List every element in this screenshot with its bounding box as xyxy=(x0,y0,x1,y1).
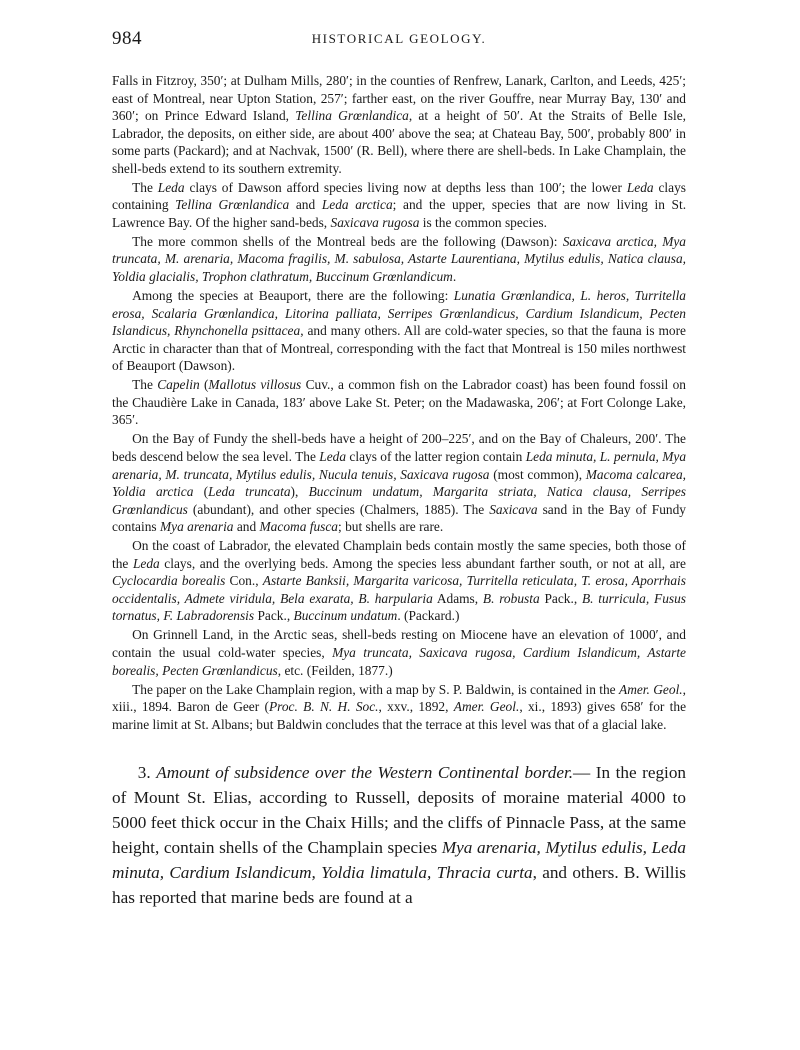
paragraph-1: Falls in Fitzroy, 350′; at Dulham Mills, 280′; in the counties of Renfrew, Lanark, Carlton, and Leeds, 425′; east of Montreal, near Upton Station, 257′; farther east, on the river Gouffre, near Murray Bay, 130′ and 360′; on Prince Edward Island, Tellina Grœnlandica, at a height of 50′. At the Straits of Belle Isle, Labrador, the deposits, on either side, are about 400′ above the sea; at Chateau Bay, 500′, probably 800′ in some parts (Packard); and at Nachvak, 1500′ (R. Bell), where there are shell-beds. In Lake Champlain, the shell-beds extend to its southern extremity. xyxy=(112,73,686,176)
paragraph-3: The more common shells of the Montreal beds are the following (Dawson): Saxicava arctica, Mya truncata, M. arenaria, Macoma fragilis, M. sabulosa, Astarte Laurentiana, Mytilus edulis, Natica clausa, Yoldia glacialis, Trophon clathratum, Buccinum Grœnlandicum. xyxy=(112,233,686,285)
running-head: HISTORICAL GEOLOGY. xyxy=(311,31,487,46)
paragraph-2: The Leda clays of Dawson afford species living now at depths less than 100′; the lower Leda clays containing Tellina Grœnlandica and Leda arctica; and the upper, species that are now living in St. Lawrence Bay. Of the higher sand-beds, Saxicava rugosa is the common species. xyxy=(112,179,687,230)
page-header xyxy=(112,28,686,52)
paragraph-4: Among the species at Beauport, there are the following: Lunatia Grœnlandica, L. heros, Turritella erosa, Scalaria Grœnlandica, Litorina palliata, Serripes Grœnlandicus, Cardium Islandicum, Pecten Islandicus, Rhynchonella psittacea, and many others. All are cold-water species, so that the fauna is more Arctic in character than that of Montreal, corresponding with the fact that Montreal is 150 miles northwest of Beauport (Dawson). xyxy=(112,288,687,374)
paragraph-7: On the coast of Labrador, the elevated Champlain beds contain mostly the same species, both those of the Leda clays, and the overlying beds. Among the species less abundant farther south, or not at all, are Cyclocardia borealis Con., Astarte Banksii, Margarita varicosa, Turritella reticulata, T. erosa, Aporrhais occidentalis, Admete viridula, Bela exarata, B. harpularia Adams, B. robusta Pack., B. turricula, Fusus tornatus, F. Labradorensis Pack., Buccinum undatum. (Packard.) xyxy=(112,538,687,624)
book-page xyxy=(112,28,686,911)
paragraph-9: The paper on the Lake Champlain region, with a map by S. P. Baldwin, is contained in the Amer. Geol., xiii., 1894. Baron de Geer (Proc. B. N. H. Soc., xxv., 1892, Amer. Geol., xi., 1893) gives 658′ for the marine limit at St. Albans; but Baldwin concludes that the terrace at this level was that of a glacial lake. xyxy=(112,681,687,732)
small-print-section xyxy=(112,72,686,733)
section-3-paragraph: 3. Amount of subsidence over the Western Continental border.— In the region of Mount St. Elias, according to Russell, deposits of moraine material 4000 to 5000 feet thick occur in the Chaix Hills; and the cliffs of Pinnacle Pass, at the same height, contain shells of the Champlain species Mya arenaria, Mytilus edulis, Leda minuta, Cardium Islandicum, Yoldia limatula, Thracia curta, and others. B. Willis has reported that marine beds are found at a xyxy=(112,763,687,907)
section-3-text xyxy=(112,761,686,910)
page-number: 984 xyxy=(112,28,142,49)
paragraph-6: On the Bay of Fundy the shell-beds have a height of 200–225′, and on the Bay of Chaleurs, 200′. The beds descend below the sea level. The Leda clays of the latter region contain Leda minuta, L. pernula, Mya arenaria, M. truncata, Mytilus edulis, Nucula tenuis, Saxicava rugosa (most common), Macoma calcarea, Yoldia arctica (Leda truncata), Buccinum undatum, Margarita striata, Natica clausa, Serripes Grœnlandicus (abundant), and other species (Chalmers, 1885). The Saxicava sand in the Bay of Fundy contains Mya arenaria and Macoma fusca; but shells are rare. xyxy=(112,431,687,535)
paragraph-8: On Grinnell Land, in the Arctic seas, shell-beds resting on Miocene have an elevation of 1000′, and contain the usual cold-water species, Mya truncata, Saxicava rugosa, Cardium Islandicum, Astarte borealis, Pecten Grœnlandicus, etc. (Feilden, 1877.) xyxy=(112,627,687,678)
paragraph-5: The Capelin (Mallotus villosus Cuv., a common fish on the Labrador coast) has been found fossil on the Chaudière Lake in Canada, 183′ above Lake St. Peter; on the Madawaska, 206′; at Fort Colonge Lake, 365′. xyxy=(112,377,686,428)
